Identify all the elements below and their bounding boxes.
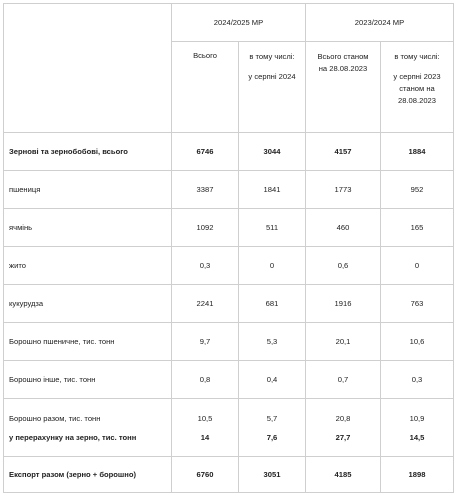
cell-total-2024: 6760 <box>172 457 239 493</box>
row-label: ячмінь <box>4 209 172 247</box>
cell-august-2023: 763 <box>381 285 454 323</box>
flour-total-label: Борошно разом, тис. тонн <box>9 413 101 423</box>
cell-august-2023: 0,3 <box>381 361 454 399</box>
cell-august-2023: 1898 <box>381 457 454 493</box>
cell-august-2024: 3044 <box>239 133 306 171</box>
cell-total-2024: 10,5 14 <box>172 399 239 457</box>
cell-total-2024: 6746 <box>172 133 239 171</box>
cell-total-2023: 20,1 <box>306 323 381 361</box>
cell-total-2024: 0,8 <box>172 361 239 399</box>
table-row <box>4 361 454 399</box>
table-row <box>4 209 454 247</box>
cell-august-2023: 165 <box>381 209 454 247</box>
cell-total-2024: 2241 <box>172 285 239 323</box>
cell-total-2023: 0,7 <box>306 361 381 399</box>
cell-total-2023: 1773 <box>306 171 381 209</box>
row-label: пшениця <box>4 171 172 209</box>
row-label: Борошно інше, тис. тонн <box>4 361 172 399</box>
cell-total-2023: 460 <box>306 209 381 247</box>
cell-august-2024: 681 <box>239 285 306 323</box>
cell-august-2024: 5,7 7,6 <box>239 399 306 457</box>
cell-august-2023: 1884 <box>381 133 454 171</box>
header-incl-2024: в тому числі: у серпні 2024 <box>239 42 306 133</box>
table-row-flour-total <box>4 399 454 457</box>
table-row <box>4 323 454 361</box>
table-row-export-total <box>4 457 454 493</box>
row-label: жито <box>4 247 172 285</box>
cell-august-2024: 0,4 <box>239 361 306 399</box>
cell-august-2024: 0 <box>239 247 306 285</box>
cell-august-2023: 10,9 14,5 <box>381 399 454 457</box>
cell-total-2024: 3387 <box>172 171 239 209</box>
cell-august-2023: 0 <box>381 247 454 285</box>
cell-august-2023: 10,6 <box>381 323 454 361</box>
header-season-2023: 2023/2024 МР <box>306 4 454 42</box>
header-incl-2023: в тому числі: у серпні 2023 станом на 28.08.2023 <box>381 42 454 133</box>
cell-august-2023: 952 <box>381 171 454 209</box>
row-label: Зернові та зернобобові, всього <box>4 133 172 171</box>
cell-total-2024: 1092 <box>172 209 239 247</box>
header-corner-cell <box>4 4 172 133</box>
cell-total-2023: 4157 <box>306 133 381 171</box>
header-total-2023: Всього станом на 28.08.2023 <box>306 42 381 133</box>
cell-total-2023: 0,6 <box>306 247 381 285</box>
grain-export-table <box>3 3 454 493</box>
row-label: кукурудза <box>4 285 172 323</box>
cell-august-2024: 3051 <box>239 457 306 493</box>
cell-august-2024: 511 <box>239 209 306 247</box>
row-label: Експорт разом (зерно + борошно) <box>4 457 172 493</box>
header-season-2024: 2024/2025 МР <box>172 4 306 42</box>
table-row <box>4 133 454 171</box>
table-row <box>4 285 454 323</box>
table-row <box>4 171 454 209</box>
cell-total-2023: 20,8 27,7 <box>306 399 381 457</box>
table-row <box>4 247 454 285</box>
cell-total-2023: 4185 <box>306 457 381 493</box>
cell-total-2024: 0,3 <box>172 247 239 285</box>
cell-august-2024: 1841 <box>239 171 306 209</box>
row-label <box>4 399 172 457</box>
header-total-2024: Всього <box>172 42 239 133</box>
grain-equivalent-label: у перерахунку на зерно, тис. тонн <box>9 432 137 442</box>
cell-total-2024: 9,7 <box>172 323 239 361</box>
cell-august-2024: 5,3 <box>239 323 306 361</box>
row-label: Борошно пшеничне, тис. тонн <box>4 323 172 361</box>
cell-total-2023: 1916 <box>306 285 381 323</box>
